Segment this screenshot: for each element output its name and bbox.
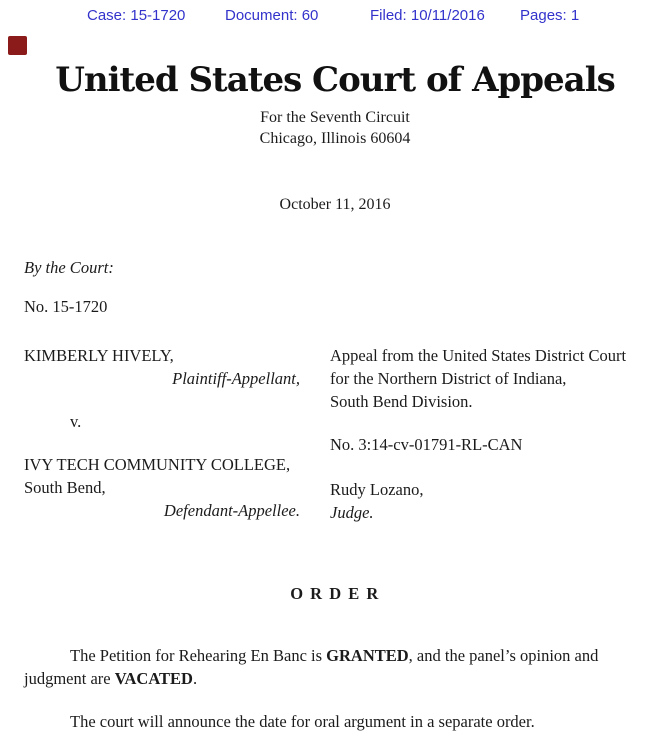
court-subtitle-address: Chicago, Illinois 60604	[259, 130, 411, 147]
defendant-role: Defendant-Appellee.	[163, 501, 300, 520]
plaintiff-name: KIMBERLY HIVELY,	[24, 346, 174, 365]
filed-date-field: Filed: 10/11/2016	[370, 7, 485, 24]
pages-count-field: Pages: 1	[520, 7, 580, 24]
vacated-bold-text: VACATED	[114, 669, 193, 688]
court-title: United States Court of Appeals	[55, 60, 615, 100]
caption-parties-column	[24, 344, 300, 522]
district-case-number: No. 3:14-cv-01791-RL-CAN	[330, 435, 523, 454]
appeal-origin-line3: South Bend Division.	[330, 392, 473, 411]
order-p1-period: .	[192, 669, 198, 688]
appellate-case-number: No. 15-1720	[24, 297, 108, 316]
order-heading: O R D E R	[290, 584, 380, 603]
order-p1-text: The Petition for Rehearing En Banc is	[70, 646, 327, 665]
defendant-location: South Bend,	[24, 478, 106, 497]
red-annotation-marker-icon	[8, 36, 27, 55]
order-date: October 11, 2016	[279, 196, 391, 213]
judge-name: Rudy Lozano,	[330, 480, 424, 499]
cmecf-stamp-header	[0, 0, 670, 30]
case-number-field: Case: 15-1720	[87, 7, 186, 24]
document-number-field: Document: 60	[225, 7, 319, 24]
defendant-name: IVY TECH COMMUNITY COLLEGE,	[24, 455, 291, 474]
order-paragraph-1	[24, 644, 648, 690]
granted-bold-text: GRANTED	[326, 646, 409, 665]
judge-title: Judge.	[330, 503, 374, 522]
appeal-origin-line1: Appeal from the United States District Court	[330, 346, 627, 365]
appeal-origin-line2: for the Northern District of Indiana,	[330, 369, 567, 388]
plaintiff-role: Plaintiff-Appellant,	[172, 369, 300, 388]
by-the-court-line: By the Court:	[24, 258, 114, 277]
court-subtitle-circuit: For the Seventh Circuit	[260, 109, 410, 126]
order-paragraph-2: The court will announce the date for oral argument in a separate order.	[70, 712, 535, 731]
caption-origin-column	[330, 344, 652, 524]
order-p1-mid-text: , and the panel’s opinion and judgment are	[24, 646, 599, 688]
versus-abbreviation: v.	[70, 412, 82, 431]
